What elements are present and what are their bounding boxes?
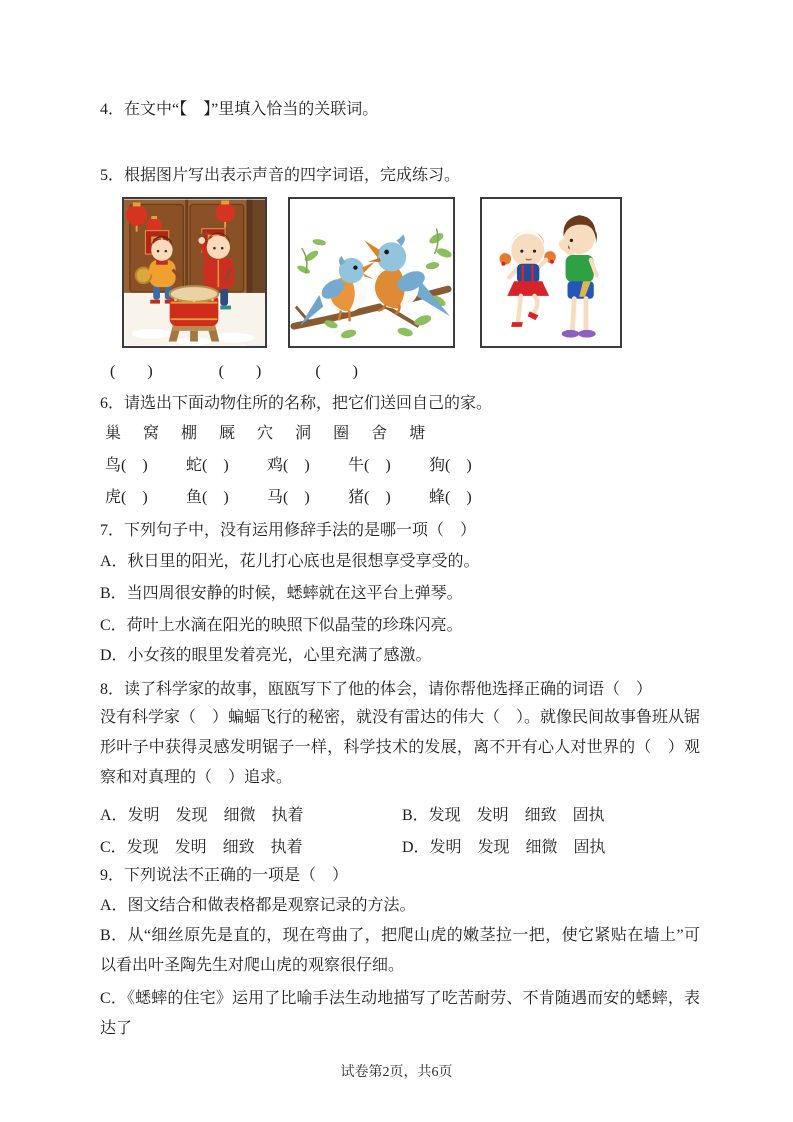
answer-blank: ( ) <box>218 363 262 380</box>
shelter-word: 塘 <box>409 425 426 442</box>
question-6-text: 6．请选出下面动物住所的名称，把它们送回自己的家。 <box>100 395 493 412</box>
question-8-option-a: A．发明 发现 细微 执着 <box>100 807 304 824</box>
shelter-word: 厩 <box>219 425 236 442</box>
shelter-word: 巢 <box>105 425 122 442</box>
children-whispering-illustration <box>480 197 622 348</box>
question-8-text: 8．读了科学家的故事，瓯瓯写下了他的体会，请你帮他选择正确的词语（ ） <box>100 681 653 698</box>
shelter-word: 棚 <box>181 425 198 442</box>
question-4-text: 4．在文中“【 】”里填入恰当的关联词。 <box>100 101 379 118</box>
drum-scene-icon <box>124 199 265 346</box>
question-8-option-d: D．发明 发现 细微 固执 <box>402 839 606 856</box>
animal-blank: 蜂( ) <box>429 489 472 506</box>
drum-icon <box>169 286 220 341</box>
question-9-option-b: B．从“细丝原先是直的，现在弯曲了，把爬山虎的嫩茎拉一把，使它紧贴在墙上”可以看出叶圣陶先生对爬山虎的观察很仔细。 <box>100 927 700 974</box>
question-9-option-c: C．《蟋蟀的住宅》运用了比喻手法生动地描写了吃苦耐劳、不肯随遇而安的蟋蟀，表达了 <box>100 990 700 1037</box>
children-drumming-new-year-illustration <box>122 197 267 348</box>
question-5-blank-row <box>100 362 358 382</box>
question-6-animal-row-2 <box>100 488 506 508</box>
question-7-text: 7．下列句子中，没有运用修辞手法的是哪一项（ ） <box>100 522 477 539</box>
animal-blank: 鸡( ) <box>267 457 310 474</box>
animal-blank: 牛( ) <box>348 457 391 474</box>
birds-icon <box>290 199 453 346</box>
question-8-options-row-1 <box>100 806 605 826</box>
shelter-word: 圈 <box>333 425 350 442</box>
whisper-icon <box>482 199 620 346</box>
question-8-passage: 没有科学家（ ）蝙蝠飞行的秘密，就没有雷达的伟大（ ）。就像民间故事鲁班从锯形叶子中获得灵感发明锯子一样，科学技术的发展，离不开有心人对世界的（ ）观察和对真理的（ ）追求。 <box>100 709 701 786</box>
birds-singing-on-branch-illustration <box>288 197 455 348</box>
question-7-option-c: C．荷叶上水滴在阳光的映照下似晶莹的珍珠闪亮。 <box>100 617 463 634</box>
question-6-shelter-words <box>100 424 425 444</box>
question-8-option-b: B．发现 发明 细致 固执 <box>402 807 605 824</box>
question-8-options-row-2 <box>100 838 606 858</box>
question-7-option-a: A．秋日里的阳光，花儿打心底也是很想享受享受的。 <box>100 553 480 570</box>
shelter-word: 窝 <box>143 425 160 442</box>
question-5-text: 5．根据图片写出表示声音的四字词语，完成练习。 <box>100 167 461 184</box>
shelter-word: 舍 <box>371 425 388 442</box>
question-9-text: 9．下列说法不正确的一项是（ ） <box>100 867 349 884</box>
page-footer: 试卷第2页，共6页 <box>340 1065 453 1080</box>
animal-blank: 蛇( ) <box>186 457 229 474</box>
question-8-option-c: C．发现 发明 细致 执着 <box>100 839 303 856</box>
animal-blank: 马( ) <box>267 489 310 506</box>
question-7-option-d: D．小女孩的眼里发着亮光，心里充满了感激。 <box>100 647 432 664</box>
animal-blank: 鱼( ) <box>186 489 229 506</box>
question-9-option-a: A．图文结合和做表格都是观察记录的方法。 <box>100 897 416 914</box>
question-5-image-row <box>122 197 622 348</box>
answer-blank: ( ) <box>315 363 359 380</box>
answer-blank: ( ) <box>110 363 153 380</box>
question-6-animal-row-1 <box>100 456 506 476</box>
question-7-option-b: B．当四周很安静的时候，蟋蟀就在这平台上弹琴。 <box>100 585 463 602</box>
shelter-word: 洞 <box>295 425 312 442</box>
animal-blank: 鸟( ) <box>105 457 148 474</box>
shelter-word: 穴 <box>257 425 274 442</box>
animal-blank: 虎( ) <box>105 489 148 506</box>
animal-blank: 猪( ) <box>348 489 391 506</box>
animal-blank: 狗( ) <box>429 457 472 474</box>
